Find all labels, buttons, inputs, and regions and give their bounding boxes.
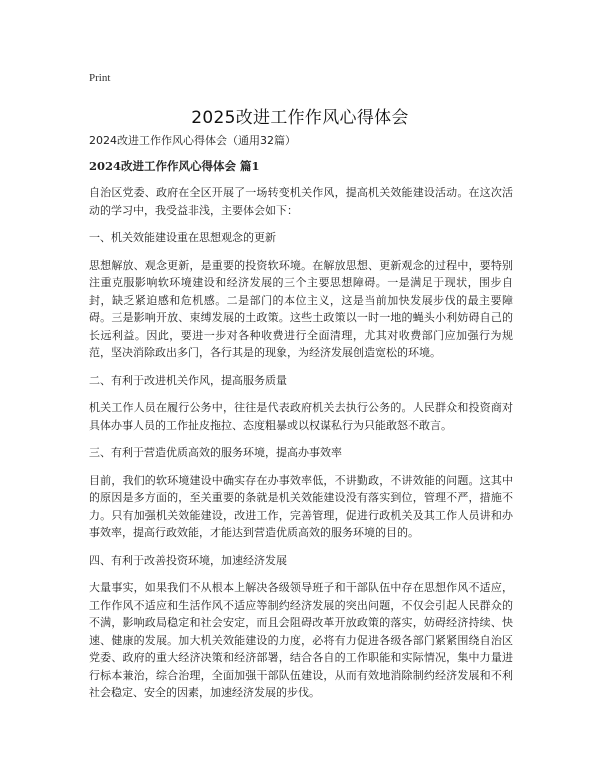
page-title: 2025改进工作作风心得体会	[191, 108, 409, 128]
section-body-3: 目前，我们的软环境建设中确实存在办事效率低，不讲勤政，不讲效能的问题。这其中的原因是多方面的，至关重要的条就是机关效能建设没有落实到位，管理不严，措施不力。只有加强机关效能建设，改进工作，完善管理，促进行政机关及其工作人员讲和办事效率，提高行政效能，才能达到营造优质高效的服务环境的目的。	[89, 473, 513, 539]
section-heading-3: 三、有利于营造优质高效的服务环境，提高办事效率	[89, 446, 342, 459]
print-link[interactable]: Print	[89, 72, 111, 84]
subtitle: 2024改进工作作风心得体会（通用32篇）	[89, 134, 296, 147]
section-body-2: 机关工作人员在履行公务中，往往是代表政府机关去执行公务的。人民群众和投资商对具体办事人员的工作扯皮拖拉、态度粗暴或以权谋私行为只能敢怒不敢言。	[89, 401, 513, 432]
section-heading-1: 一、机关效能建设重在思想观念的更新	[89, 231, 276, 244]
intro-paragraph: 自治区党委、政府在全区开展了一场转变机关作风，提高机关效能建设活动。在这次活动的学习中，我受益非浅，主要体会如下：	[89, 186, 513, 217]
part-heading: 2024改进工作作风心得体会 篇1	[89, 158, 260, 173]
section-body-4: 大量事实，如果我们不从根本上解决各级领导班子和干部队伍中存在思想作风不适应，工作作风不适应和生活作风不适应等制约经济发展的突出问题，不仅会引起人民群众的不满，影响政局稳定和社会安定，而且会阻碍改革开放政策的落实，妨碍经济持续、快速、健康的发展。加大机关效能建设的力度，必将有力促进各级各部门紧紧围绕自治区党委、政府的重大经济决策和经济部署，结合各自的工作职能和实际情况，集中力量进行标本兼治，综合治理，全面加强干部队伍建设，从而有效地消除制约经济发展和不利社会稳定、安全的因素，加速经济发展的步伐。	[89, 581, 513, 699]
section-heading-2: 二、有利于改进机关作风，提高服务质量	[89, 373, 287, 387]
section-heading-4: 四、有利于改善投资环境，加速经济发展	[89, 553, 287, 567]
section-body-1: 思想解放、观念更新，是重要的投资软环境。在解放思想、更新观念的过程中，要特别注重克服影响软环境建设和经济发展的三个主要思想障碍。一是满足于现状，围步自封，缺乏紧迫感和危机感。二是部门的本位主义，这是当前加快发展步伐的最主要障碍。三是影响开放、束缚发展的土政策。这些土政策以一时一地的蝇头小利妨碍自己的长远利益。因此，要进一步对各种收费进行全面清理，尤其对收费部门应加强行为规范，坚决消除政出多门，各行其是的现象，为经济发展创造宽松的环境。	[89, 258, 513, 359]
article-body	[89, 132, 513, 712]
